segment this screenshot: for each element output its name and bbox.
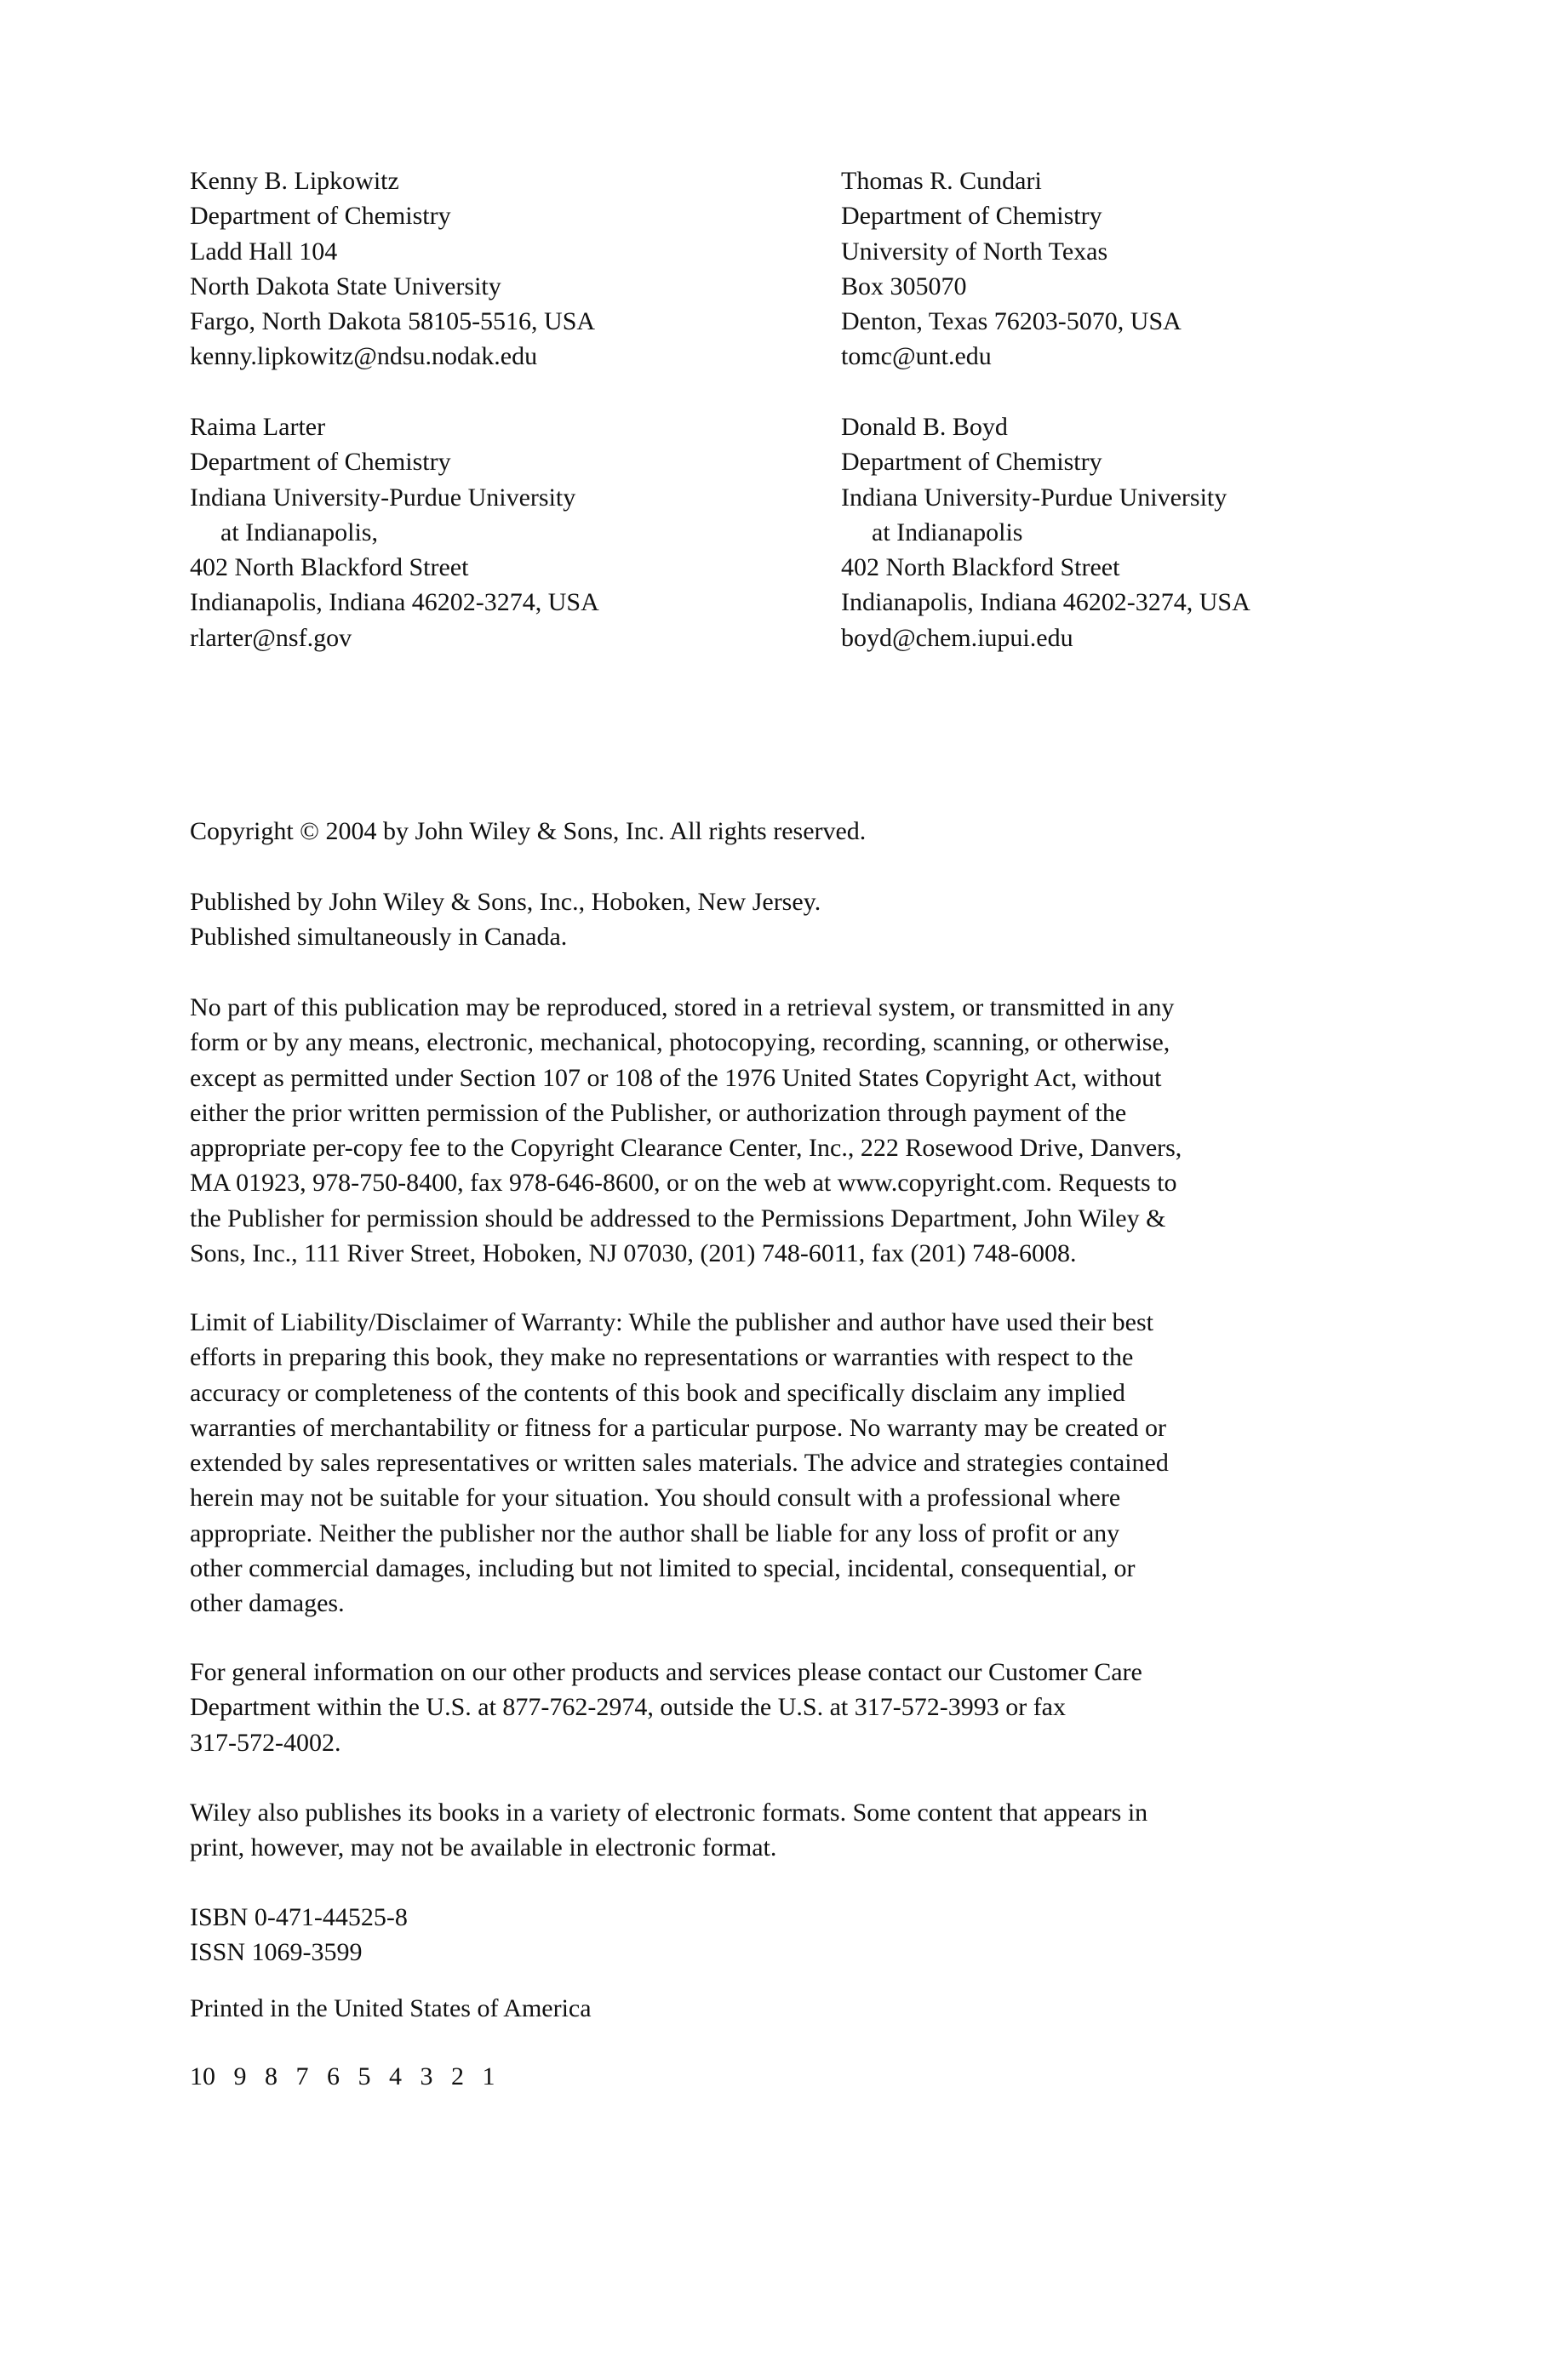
text-line: except as permitted under Section 107 or 108 of the 1976 United States Copyright Act, without	[190, 1063, 1162, 1092]
text-line: other commercial damages, including but not limited to special, incidental, consequential, or	[190, 1554, 1136, 1583]
publisher-info	[190, 884, 821, 955]
isbn: ISBN 0-471-44525-8	[190, 1903, 408, 1931]
electronic-formats-paragraph	[190, 1795, 1147, 1866]
author-university: North Dakota State University	[190, 272, 501, 300]
text-line: print, however, may not be available in electronic format.	[190, 1833, 777, 1862]
identifiers	[190, 1900, 408, 1970]
author-address: 402 North Blackford Street	[190, 553, 469, 582]
permissions-paragraph	[190, 990, 1182, 1271]
text-line: accuracy or completeness of the contents of this book and specifically disclaim any implied	[190, 1378, 1125, 1407]
author-cundari	[841, 163, 1182, 375]
author-email: tomc@unt.edu	[841, 342, 992, 371]
text-line: For general information on our other products and services please contact our Customer Care	[190, 1658, 1142, 1686]
text-line: Published by John Wiley & Sons, Inc., Hoboken, New Jersey.	[190, 888, 821, 916]
author-address: 402 North Blackford Street	[841, 553, 1120, 582]
text-line: appropriate. Neither the publisher nor the author shall be liable for any loss of profit or any	[190, 1518, 1120, 1547]
issn: ISSN 1069-3599	[190, 1938, 363, 1967]
author-address: Ladd Hall 104	[190, 237, 338, 266]
author-boyd	[841, 409, 1250, 655]
author-name: Thomas R. Cundari	[841, 167, 1042, 195]
text-line: efforts in preparing this book, they make no representations or warranties with respect to the	[190, 1343, 1134, 1372]
author-address: Box 305070	[841, 272, 967, 300]
text-line: Published simultaneously in Canada.	[190, 923, 568, 952]
author-larter	[190, 409, 599, 655]
copyright-notice: Copyright © 2004 by John Wiley & Sons, Inc. All rights reserved.	[190, 817, 867, 845]
text-line: other damages.	[190, 1589, 345, 1618]
author-name: Donald B. Boyd	[841, 413, 1008, 441]
author-university-cont: at Indianapolis	[872, 518, 1023, 546]
text-line: either the prior written permission of the Publisher, or authorization through payment of the	[190, 1098, 1127, 1127]
text-line: herein may not be suitable for your situation. You should consult with a professional where	[190, 1484, 1121, 1513]
author-city: Fargo, North Dakota 58105-5516, USA	[190, 307, 596, 336]
text-line: the Publisher for permission should be addressed to the Permissions Department, John Wiley &	[190, 1204, 1166, 1232]
text-line: Wiley also publishes its books in a variety of electronic formats. Some content that appears in	[190, 1799, 1148, 1827]
author-email: kenny.lipkowitz@ndsu.nodak.edu	[190, 342, 538, 371]
text-line: form or by any means, electronic, mechanical, photocopying, recording, scanning, or otherwise,	[190, 1028, 1170, 1057]
text-line: Limit of Liability/Disclaimer of Warranty: While the publisher and author have used their best	[190, 1308, 1154, 1336]
author-name: Raima Larter	[190, 413, 326, 441]
author-university: Indiana University-Purdue University	[841, 483, 1228, 512]
author-dept: Department of Chemistry	[190, 202, 451, 231]
author-dept: Department of Chemistry	[190, 448, 451, 477]
text-line: warranties of merchantability or fitness for a particular purpose. No warranty may be created or	[190, 1413, 1167, 1442]
author-city: Denton, Texas 76203-5070, USA	[841, 307, 1182, 336]
author-email: boyd@chem.iupui.edu	[841, 623, 1073, 652]
author-lipkowitz	[190, 163, 595, 375]
text-line: No part of this publication may be reproduced, stored in a retrieval system, or transmitted in any	[190, 993, 1175, 1021]
author-university: University of North Texas	[841, 237, 1108, 266]
text-line: 317-572-4002.	[190, 1728, 341, 1757]
text-line: Department within the U.S. at 877-762-2974, outside the U.S. at 317-572-3993 or fax	[190, 1693, 1066, 1722]
author-university-cont: at Indianapolis,	[220, 518, 378, 546]
author-dept: Department of Chemistry	[841, 202, 1102, 231]
printed-in: Printed in the United States of America	[190, 1994, 592, 2022]
text-line: appropriate per-copy fee to the Copyright Clearance Center, Inc., 222 Rosewood Drive, Danvers,	[190, 1134, 1182, 1163]
author-email: rlarter@nsf.gov	[190, 623, 352, 652]
author-university: Indiana University-Purdue University	[190, 483, 576, 512]
general-info-paragraph	[190, 1655, 1142, 1760]
author-city: Indianapolis, Indiana 46202-3274, USA	[841, 588, 1250, 617]
text-line: MA 01923, 978-750-8400, fax 978-646-8600, or on the web at www.copyright.com. Requests to	[190, 1169, 1177, 1198]
printer-key: 10 9 8 7 6 5 4 3 2 1	[190, 2062, 495, 2090]
author-city: Indianapolis, Indiana 46202-3274, USA	[190, 588, 599, 617]
liability-paragraph	[190, 1305, 1169, 1621]
text-line: extended by sales representatives or written sales materials. The advice and strategies contained	[190, 1449, 1169, 1478]
author-dept: Department of Chemistry	[841, 448, 1102, 477]
text-line: Sons, Inc., 111 River Street, Hoboken, NJ 07030, (201) 748-6011, fax (201) 748-6008.	[190, 1239, 1077, 1268]
author-name: Kenny B. Lipkowitz	[190, 167, 399, 195]
